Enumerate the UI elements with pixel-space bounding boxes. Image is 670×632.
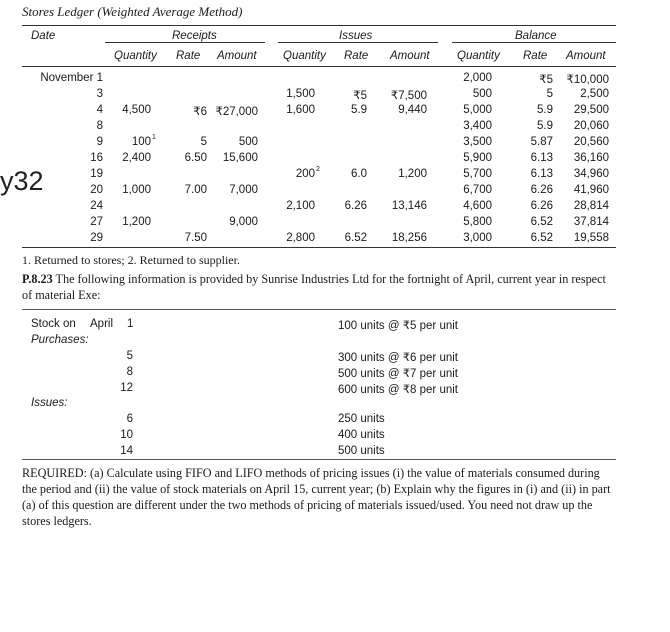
- entry-value: 300 units @ ₹6 per unit: [338, 352, 459, 364]
- cell-date: November 1: [40, 72, 103, 84]
- cell-balance-rate: 6.13: [530, 168, 553, 180]
- cell-receipt-rate: 7.00: [184, 184, 207, 196]
- cell-receipt-quantity: 1,200: [122, 216, 151, 228]
- entry-value: 500 units: [338, 445, 385, 457]
- cell-receipt-amount: 7,000: [229, 184, 258, 196]
- purchases-label: Purchases:: [31, 334, 89, 346]
- entry-value: 400 units: [338, 429, 385, 441]
- cell-issue-quantity: 1,500: [286, 88, 315, 100]
- cell-balance-amount: 20,060: [573, 120, 609, 132]
- cell-receipt-quantity: 4,500: [122, 104, 151, 116]
- entry-day: 12: [120, 382, 133, 394]
- data-bottom-rule: [22, 459, 616, 460]
- subheader-issues-rate: Rate: [344, 50, 369, 62]
- cell-balance-amount: 19,558: [573, 232, 609, 244]
- issues-rule: [278, 42, 438, 43]
- problem-text: The following information is provided by Sunrise Industries Ltd for the fortnight of April, current year in respect of material Exe:: [22, 272, 606, 302]
- entry-day: 8: [126, 366, 133, 378]
- cell-balance-amount: 20,560: [573, 136, 609, 148]
- issues-label: Issues:: [31, 397, 68, 409]
- watermark-text: y32: [0, 166, 44, 196]
- cell-balance-amount: 2,500: [580, 88, 609, 100]
- header-bottom-rule: [22, 66, 616, 67]
- header-receipts: Receipts: [172, 30, 217, 42]
- cell-issue-quantity: 1,600: [286, 104, 315, 116]
- cell-balance-quantity: 3,500: [463, 136, 492, 148]
- cell-receipt-quantity: 100: [131, 136, 151, 148]
- cell-balance-quantity: 3,400: [463, 120, 492, 132]
- cell-issue-rate: 6.0: [351, 168, 367, 180]
- problem-paragraph: [22, 271, 616, 303]
- cell-balance-amount: 34,960: [573, 168, 609, 180]
- cell-balance-rate: 5.9: [537, 120, 553, 132]
- cell-balance-quantity: 6,700: [463, 184, 492, 196]
- cell-issue-quantity: 200: [295, 168, 315, 180]
- table-top-rule: [22, 25, 616, 26]
- cell-issue-amount: 13,146: [391, 200, 427, 212]
- cell-receipt-rate: 7.50: [184, 232, 207, 244]
- cell-issue-amount: ₹7,500: [390, 90, 427, 102]
- ledger-title: Stores Ledger (Weighted Average Method): [22, 4, 243, 19]
- footnote-marker: 1: [152, 134, 156, 141]
- cell-date: 3: [96, 88, 103, 100]
- entry-day: 14: [120, 445, 133, 457]
- stock-day: 1: [127, 318, 134, 330]
- cell-issue-rate: 5.9: [351, 104, 367, 116]
- cell-balance-rate: 6.52: [530, 232, 553, 244]
- cell-issue-quantity: 2,100: [286, 200, 315, 212]
- cell-date: 4: [96, 104, 103, 116]
- subheader-issues-quantity: Quantity: [283, 50, 326, 62]
- subheader-receipts-amount: Amount: [217, 50, 257, 62]
- cell-receipt-rate: 5: [200, 136, 207, 148]
- subheader-receipts-rate: Rate: [176, 50, 201, 62]
- balance-rule: [452, 42, 616, 43]
- table-bottom-rule: [22, 247, 616, 248]
- cell-balance-quantity: 3,000: [463, 232, 492, 244]
- required-paragraph: [22, 465, 616, 529]
- cell-date: 27: [90, 216, 103, 228]
- header-date: Date: [31, 30, 56, 42]
- cell-date: 9: [96, 136, 103, 148]
- cell-date: 16: [90, 152, 103, 164]
- cell-balance-rate: 5: [546, 88, 553, 100]
- cell-issue-amount: 18,256: [391, 232, 427, 244]
- cell-issue-rate: ₹5: [353, 90, 367, 102]
- stock-value: 100 units @ ₹5 per unit: [338, 320, 459, 332]
- cell-balance-quantity: 2,000: [463, 72, 492, 84]
- stock-month: April: [90, 318, 114, 330]
- cell-balance-quantity: 4,600: [463, 200, 492, 212]
- subheader-balance-quantity: Quantity: [457, 50, 500, 62]
- receipts-rule: [105, 42, 265, 43]
- cell-date: 20: [90, 184, 103, 196]
- cell-balance-amount: 28,814: [573, 200, 609, 212]
- cell-receipt-amount: ₹27,000: [215, 106, 258, 118]
- cell-balance-amount: 37,814: [573, 216, 609, 228]
- cell-issue-quantity: 2,800: [286, 232, 315, 244]
- cell-balance-amount: 36,160: [573, 152, 609, 164]
- cell-receipt-amount: 15,600: [222, 152, 258, 164]
- cell-balance-rate: 5.9: [537, 104, 553, 116]
- cell-receipt-quantity: 1,000: [122, 184, 151, 196]
- cell-balance-rate: 6.13: [530, 152, 553, 164]
- cell-balance-quantity: 5,900: [463, 152, 492, 164]
- cell-receipt-rate: 6.50: [184, 152, 207, 164]
- cell-balance-quantity: 500: [472, 88, 492, 100]
- cell-balance-rate: 6.52: [530, 216, 553, 228]
- cell-balance-rate: ₹5: [539, 74, 553, 86]
- cell-receipt-amount: 500: [238, 136, 258, 148]
- cell-balance-quantity: 5,800: [463, 216, 492, 228]
- cell-receipt-rate: ₹6: [193, 106, 207, 118]
- cell-issue-amount: 9,440: [398, 104, 427, 116]
- entry-day: 5: [126, 350, 133, 362]
- cell-balance-amount: 41,960: [573, 184, 609, 196]
- cell-date: 19: [90, 168, 103, 180]
- cell-balance-rate: 5.87: [530, 136, 553, 148]
- data-top-rule: [22, 309, 616, 310]
- entry-value: 500 units @ ₹7 per unit: [338, 368, 459, 380]
- cell-issue-rate: 6.26: [344, 200, 367, 212]
- cell-balance-quantity: 5,000: [463, 104, 492, 116]
- cell-issue-amount: 1,200: [398, 168, 427, 180]
- stock-label: Stock on: [31, 318, 76, 330]
- cell-receipt-quantity: 2,400: [122, 152, 151, 164]
- cell-date: 29: [90, 232, 103, 244]
- entry-value: 600 units @ ₹8 per unit: [338, 384, 459, 396]
- cell-balance-amount: ₹10,000: [566, 74, 609, 86]
- required-label: REQUIRED:: [22, 466, 87, 480]
- problem-label: P.8.23: [22, 272, 53, 286]
- cell-balance-amount: 29,500: [573, 104, 609, 116]
- cell-balance-rate: 6.26: [530, 184, 553, 196]
- footnote-marker: 2: [316, 166, 320, 173]
- cell-issue-rate: 6.52: [344, 232, 367, 244]
- cell-date: 8: [96, 120, 103, 132]
- subheader-receipts-quantity: Quantity: [114, 50, 157, 62]
- cell-balance-rate: 6.26: [530, 200, 553, 212]
- header-balance: Balance: [515, 30, 557, 42]
- subheader-balance-amount: Amount: [566, 50, 606, 62]
- entry-day: 10: [120, 429, 133, 441]
- subheader-balance-rate: Rate: [523, 50, 548, 62]
- required-text: (a) Calculate using FIFO and LIFO methods of pricing issues (i) the value of materials consumed during the period and (ii) the value of stock materials on April 15, current year; (b) Explain why the figures in (i) and (ii) in part (a) of this question are different under the two methods of pricing of materials issued/used. You need not draw up the stores ledgers.: [22, 466, 611, 528]
- entry-day: 6: [126, 413, 133, 425]
- subheader-issues-amount: Amount: [390, 50, 430, 62]
- cell-balance-quantity: 5,700: [463, 168, 492, 180]
- header-issues: Issues: [339, 30, 373, 42]
- ledger-footnote: 1. Returned to stores; 2. Returned to supplier.: [22, 253, 240, 267]
- cell-receipt-amount: 9,000: [229, 216, 258, 228]
- cell-date: 24: [90, 200, 103, 212]
- entry-value: 250 units: [338, 413, 385, 425]
